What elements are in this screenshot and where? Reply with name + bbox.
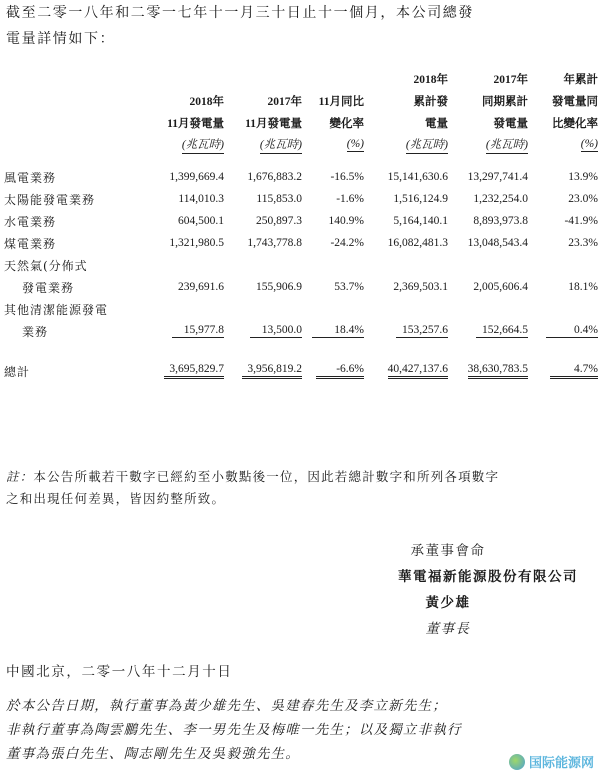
footer-line-2: 非執行董事為陶雲鵬先生、李一男先生及梅唯一先生；以及獨立非執行	[6, 722, 462, 738]
company-name: 華電福新能源股份有限公司	[398, 569, 578, 585]
table-cell: 23.3%	[568, 237, 598, 249]
header-cell: 2018年	[413, 74, 448, 86]
table-cell: 1,743,778.8	[247, 237, 302, 249]
table-cell: 2,369,503.1	[393, 281, 448, 293]
intro-line-1: 截至二零一八年和二零一七年十一月三十日止十一個月，本公司總發	[6, 5, 474, 21]
table-row	[4, 254, 598, 276]
header-row-bottom	[4, 112, 598, 134]
header-cell: 同期累計	[482, 96, 528, 108]
table-cell: -16.5%	[330, 171, 364, 183]
table-cell: 15,141,630.6	[387, 171, 448, 183]
row-label: 水電業務	[4, 214, 57, 229]
footnote-line-2: 之和出現任何差異，皆因約整所致。	[6, 491, 226, 506]
table-row	[4, 276, 598, 298]
unit-cell: (兆瓦時)	[486, 136, 528, 154]
intro-line-2: 電量詳情如下：	[6, 31, 116, 47]
table-row	[4, 298, 598, 320]
table-cell: 140.9%	[328, 215, 364, 227]
signature-block	[318, 538, 578, 642]
footer-line-1: 於本公告日期，執行董事為黃少雄先生、吳建春先生及李立新先生；	[6, 698, 447, 714]
footnote-line-1: 本公告所載若干數字已經約至小數點後一位，因此若總計數字和所列各項數字	[33, 469, 500, 484]
unit-cell: (兆瓦時)	[406, 136, 448, 154]
units-row	[4, 134, 598, 156]
unit-cell: (兆瓦時)	[260, 136, 302, 154]
table-cell: 16,082,481.3	[387, 237, 448, 249]
total-row	[4, 360, 598, 382]
header-cell: 電量	[425, 118, 448, 130]
table-row	[4, 210, 598, 232]
table-cell: 18.4%	[312, 324, 364, 338]
row-label: 其他清潔能源發電	[4, 302, 109, 317]
table-cell: 13,048,543.4	[467, 237, 528, 249]
header-row-mid	[4, 90, 598, 112]
table-cell: 13,500.0	[250, 324, 302, 338]
table-cell: 604,500.1	[178, 215, 224, 227]
table-row	[4, 320, 598, 342]
table-cell: 155,906.9	[256, 281, 302, 293]
header-cell: 2017年	[267, 96, 302, 108]
total-cell: 40,427,137.6	[388, 363, 448, 379]
table-cell: 250,897.3	[256, 215, 302, 227]
table-row	[4, 166, 598, 188]
total-cell: -6.6%	[316, 363, 364, 379]
table-cell: 23.0%	[568, 193, 598, 205]
intro-paragraph	[6, 0, 596, 52]
table-cell: 8,893,973.8	[473, 215, 528, 227]
announcement-date: 中國北京，二零一八年十二月十日	[6, 664, 233, 680]
table-cell: 1,232,254.0	[473, 193, 528, 205]
header-cell: 11月發電量	[245, 118, 302, 130]
header-cell: 比變化率	[552, 118, 598, 130]
table-cell: 15,977.8	[172, 324, 224, 338]
table-cell: 1,676,883.2	[247, 171, 302, 183]
table-cell: 18.1%	[568, 281, 598, 293]
by-order-text: 承董事會命	[410, 543, 486, 559]
table-row	[4, 232, 598, 254]
row-label: 發電業務	[22, 280, 75, 295]
table-cell: 239,691.6	[178, 281, 224, 293]
signatory-name: 黃少雄	[425, 595, 471, 611]
unit-cell: (%)	[346, 138, 364, 150]
generation-table	[4, 68, 598, 382]
table-cell: 1,321,980.5	[169, 237, 224, 249]
header-cell: 變化率	[329, 118, 364, 130]
table-cell: 5,164,140.1	[393, 215, 448, 227]
header-cell: 發電量	[493, 118, 528, 130]
unit-cell: (%)	[580, 138, 598, 150]
footnote-prefix: 註：	[6, 469, 34, 484]
footer-line-3: 董事為張白先生、陶志剛先生及吳毅強先生。	[6, 746, 300, 762]
total-cell: 3,956,819.2	[242, 363, 302, 379]
table-cell: 53.7%	[334, 281, 364, 293]
header-cell: 11月同比	[318, 96, 364, 108]
watermark-text: 国际能源网	[528, 756, 594, 771]
row-label: 業務	[22, 324, 49, 339]
table-cell: 115,853.0	[256, 193, 302, 205]
table-cell: 114,010.3	[178, 193, 224, 205]
footnote	[6, 466, 596, 510]
table-row	[4, 188, 598, 210]
header-cell: 2018年	[189, 96, 224, 108]
header-cell: 年累計	[563, 74, 598, 86]
watermark-logo-icon	[509, 754, 525, 770]
row-label: 太陽能發電業務	[4, 192, 96, 207]
header-cell: 發電量同	[552, 96, 598, 108]
signatory-title: 董事長	[425, 621, 471, 637]
watermark	[509, 752, 594, 771]
table-cell: 2,005,606.4	[473, 281, 528, 293]
row-label: 天然氣(分佈式	[4, 258, 88, 273]
header-cell: 2017年	[493, 74, 528, 86]
table-cell: 1,399,669.4	[169, 171, 224, 183]
total-cell: 38,630,783.5	[468, 363, 528, 379]
row-label: 煤電業務	[4, 236, 57, 251]
table-cell: 13.9%	[568, 171, 598, 183]
header-cell: 11月發電量	[167, 118, 224, 130]
row-label: 風電業務	[4, 170, 57, 185]
header-row-top	[4, 68, 598, 90]
unit-cell: (兆瓦時)	[182, 136, 224, 154]
table-cell: 0.4%	[546, 324, 598, 338]
header-cell: 累計發	[413, 96, 448, 108]
table-cell: -41.9%	[564, 215, 598, 227]
table-cell: -1.6%	[336, 193, 364, 205]
table-cell: 152,664.5	[476, 324, 528, 338]
total-label: 總計	[4, 364, 31, 379]
table-cell: -24.2%	[330, 237, 364, 249]
total-cell: 3,695,829.7	[164, 363, 224, 379]
table-cell: 13,297,741.4	[467, 171, 528, 183]
table-cell: 1,516,124.9	[393, 193, 448, 205]
total-cell: 4.7%	[550, 363, 598, 379]
table-cell: 153,257.6	[396, 324, 448, 338]
